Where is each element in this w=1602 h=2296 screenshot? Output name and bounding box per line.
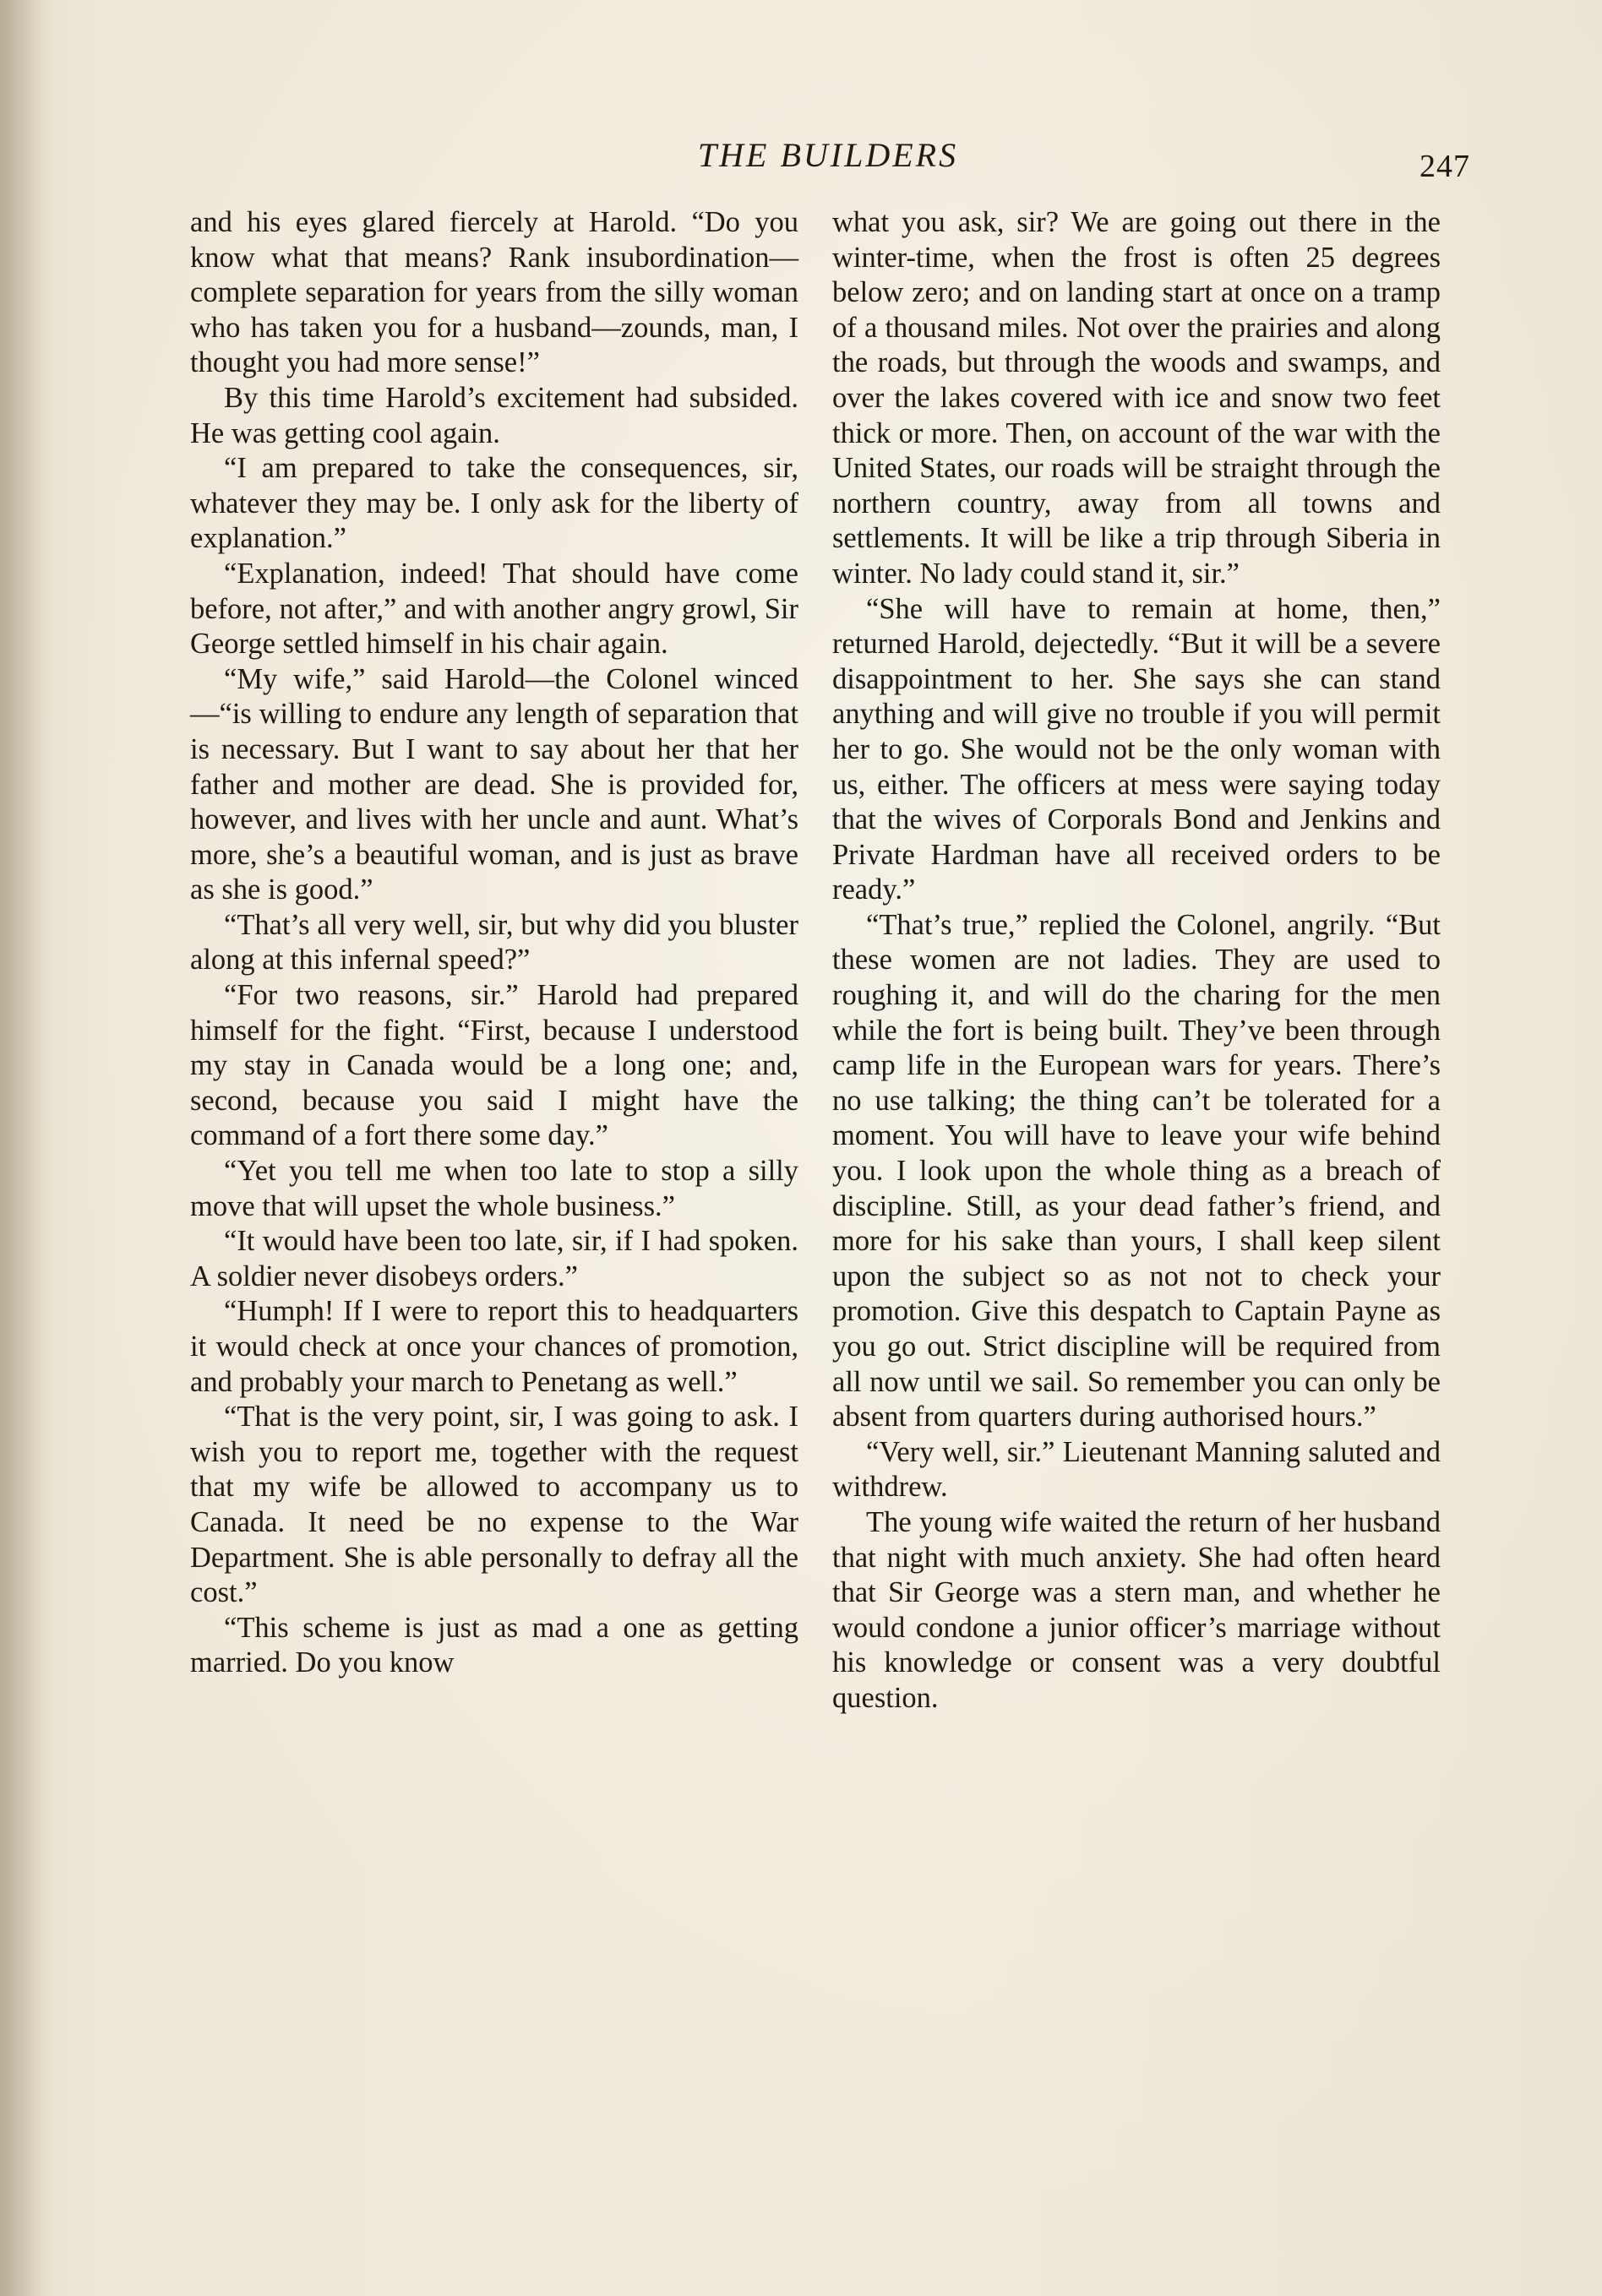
binding-shadow [0,0,51,2296]
paragraph: “Humph! If I were to report this to headquarters it would check at once your chances of promotion, and probably your march to Penetang as well.” [190,1295,798,1398]
paragraph: “Explanation, indeed! That should have come before, not after,” and with another angry growl, Sir George settled himself in his chair again. [190,557,798,661]
page-number: 247 [1419,149,1470,184]
paragraph: “That’s true,” replied the Colonel, angrily. “But these women are not ladies. They are used to roughing it, and will do the charing for the men while the fort is being built. They’ve been through camp life in the European wars for years. There’s no use talking; the thing can’t be tolerated for a moment. You will have to leave your wife behind you. I look upon the whole thing as a breach of discipline. Still, as your dead father’s friend, and more for his sake than yours, I shall keep silent upon the subject so as not not to check your promotion. Give this despatch to Captain Payne as you go out. Strict discipline will be required from all now until we sail. So remember you can only be absent from quarters during authorised hours.” [832,908,1441,1434]
paragraph: “My wife,” said Harold—the Colonel winced—“is willing to endure any length of separation that is necessary. But I want to say about her that her father and mother are dead. She is provided for, however, and lives with her uncle and aunt. What’s more, she’s a beautiful woman, and is just as brave as she is good.” [190,662,798,906]
running-head: THE BUILDERS [697,136,959,174]
paragraph: “It would have been too late, sir, if I had spoken. A soldier never disobeys orders.” [190,1225,798,1292]
paragraph: “This scheme is just as mad a one as getting married. Do you know [190,1611,798,1679]
paragraph: “I am prepared to take the consequences, sir, whatever they may be. I only ask for the liberty of explanation.” [190,452,798,555]
paragraph: “That is the very point, sir, I was going to ask. I wish you to report me, together with the request that my wife be allowed to accompany us to Canada. It need be no expense to the War Department. She is able personally to defray all the cost.” [190,1401,798,1609]
paragraph: “Yet you tell me when too late to stop a silly move that will upset the whole business.” [190,1155,798,1222]
paragraph: “That’s all very well, sir, but why did you bluster along at this infernal speed?” [190,908,798,977]
right-column [832,205,1441,1717]
paragraph: “For two reasons, sir.” Harold had prepared himself for the fight. “First, because I understood my stay in Canada would be a long one; and, second, because you said I might have the command of a fort there some day.” [190,979,798,1152]
paragraph: “She will have to remain at home, then,” returned Harold, dejectedly. “But it will be a severe disappointment to her. She says she can stand anything and will give no trouble if you will permit her to go. She would not be the only woman with us, either. The officers at mess were saying today that the wives of Corporals Bond and Jenkins and Private Hardman have all received orders to be ready.” [832,592,1441,906]
paragraph: what you ask, sir? We are going out there in the winter-time, when the frost is often 25 degrees below zero; and on landing start at once on a tramp of a thousand miles. Not over the prairies and along the roads, but through the woods and swamps, and over the lakes covered with ice and snow two feet thick or more. Then, on account of the war with the United States, our roads will be straight through the northern country, away from all towns and settlements. It will be like a trip through Siberia in winter. No lady could stand it, sir.” [832,206,1441,590]
paragraph: By this time Harold’s excitement had subsided. He was getting cool again. [190,381,798,449]
paragraph: The young wife waited the return of her husband that night with much anxiety. She had often heard that Sir George was a stern man, and whether he would condone a junior officer’s marriage without his knowledge or consent was a very doubtful question. [832,1505,1441,1714]
paragraph: “Very well, sir.” Lieutenant Manning saluted and withdrew. [832,1435,1441,1504]
left-column [190,205,798,1681]
paragraph: and his eyes glared fiercely at Harold. “Do you know what that means? Rank insubordination—complete separation for years from the silly woman who has taken you for a husband—zounds, man, I thought you had more sense!” [190,206,798,379]
